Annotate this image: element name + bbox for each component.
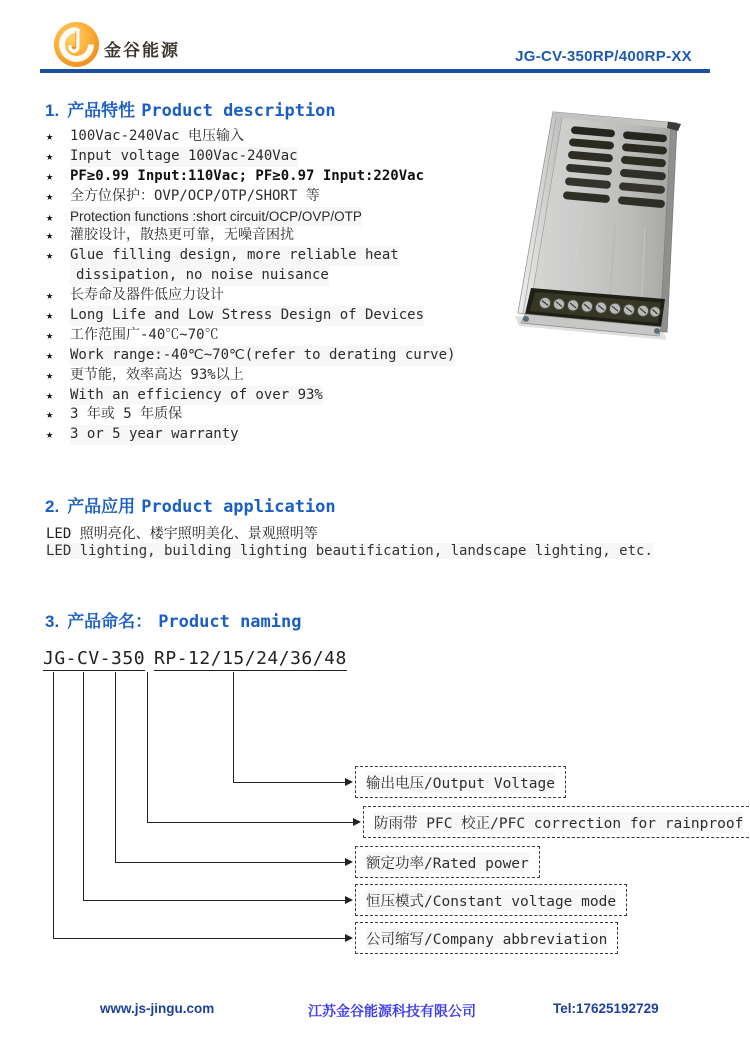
naming-box (355, 846, 540, 878)
feature-text: 灌胶设计，散热更可靠，无噪音困扰 (70, 227, 294, 244)
feature-text: Work range:-40℃~70℃(refer to derating curve) (70, 346, 455, 366)
feature-line (46, 346, 501, 366)
feature-text: Glue filling design, more reliable heat (70, 246, 399, 266)
section-2-title-zh: 产品应用 (67, 497, 136, 516)
naming-box (355, 922, 618, 954)
section-1-title-en: Product description (141, 101, 336, 121)
feature-line (46, 246, 501, 266)
footer-company: 江苏金谷能源科技有限公司 (308, 1003, 476, 1019)
feature-text: Input voltage 100Vac-240Vac (70, 147, 298, 167)
star-bullet-icon: ★ (46, 387, 54, 402)
feature-line (46, 167, 501, 187)
naming-connector-vertical (115, 672, 116, 862)
feature-line (46, 127, 501, 147)
star-bullet-icon: ★ (46, 129, 54, 143)
feature-line (46, 306, 501, 326)
naming-box-label: 额定功率/Rated power (366, 852, 529, 873)
section-1-title-zh: 产品特性 (67, 101, 136, 120)
feature-line (46, 366, 501, 386)
star-bullet-icon: ★ (46, 327, 54, 342)
naming-segment-1: JG-CV-350 (43, 648, 146, 669)
product-photo (485, 100, 720, 350)
section-3-heading (45, 607, 301, 632)
star-bullet-icon: ★ (46, 248, 54, 263)
feature-text: 长寿命及器件低应力设计 (70, 287, 224, 304)
naming-connector-arrow (147, 822, 354, 823)
naming-connector-arrow (53, 938, 346, 939)
star-bullet-icon: ★ (46, 288, 54, 303)
feature-text: Protection functions :short circuit/OCP/OVP/OTP (70, 207, 362, 227)
naming-segment-2: RP-12/15/24/36/48 (154, 648, 347, 669)
naming-box-label: 公司缩写/Company abbreviation (366, 928, 607, 949)
application-text-en: LED lighting, building lighting beautification, landscape lighting, etc. (46, 543, 653, 559)
naming-connector-arrow (83, 900, 346, 901)
naming-box-label: 防雨带 PFC 校正/PFC correction for rainproof (374, 812, 743, 833)
feature-line (46, 425, 501, 445)
star-bullet-icon: ★ (46, 308, 54, 323)
star-bullet-icon: ★ (46, 367, 54, 382)
header-divider (40, 69, 710, 73)
naming-connector-vertical (147, 672, 148, 822)
section-2-title-en: Product application (141, 497, 336, 517)
naming-connector-vertical (233, 672, 234, 782)
feature-text: 更节能，效率高达 93%以上 (70, 366, 244, 383)
naming-box (363, 806, 750, 838)
feature-text: PF≥0.99 Input:110Vac; PF≥0.97 Input:220Vac (70, 167, 425, 184)
feature-line (46, 266, 501, 286)
naming-connector-arrow (233, 782, 346, 783)
section-2-heading (45, 492, 336, 517)
feature-text: With an efficiency of over 93% (70, 386, 323, 406)
feature-line (46, 147, 501, 167)
star-bullet-icon: ★ (46, 407, 54, 422)
star-bullet-icon: ★ (46, 148, 54, 163)
feature-line (46, 286, 501, 306)
feature-line (46, 226, 501, 246)
section-2-number: 2. (45, 497, 60, 516)
feature-line (46, 187, 501, 207)
model-code: JG-CV-350RP/400RP-XX (515, 48, 692, 65)
application-text-zh: LED 照明亮化、楼宇照明美化、景观照明等 (46, 526, 318, 542)
star-bullet-icon: ★ (46, 427, 54, 442)
feature-line (46, 386, 501, 406)
feature-list (46, 127, 501, 445)
star-bullet-icon: ★ (46, 209, 54, 224)
brand-name: 金谷能源 (104, 41, 180, 60)
naming-box (355, 884, 627, 916)
feature-text: 工作范围广-40℃~70℃ (70, 326, 219, 343)
naming-connector-arrow (115, 862, 346, 863)
star-bullet-icon: ★ (46, 228, 54, 243)
company-logo-icon (53, 21, 100, 68)
footer-telephone: Tel:17625192729 (553, 1001, 659, 1016)
feature-line (46, 207, 501, 227)
section-1-number: 1. (45, 101, 60, 120)
feature-line (46, 405, 501, 425)
naming-box-label: 输出电压/Output Voltage (366, 772, 555, 793)
footer-website: www.js-jingu.com (100, 1001, 215, 1016)
naming-box-label: 恒压模式/Constant voltage mode (366, 890, 616, 911)
naming-box (355, 766, 566, 798)
feature-text: 3 or 5 year warranty (70, 425, 239, 445)
section-3-title-en: Product naming (158, 612, 302, 632)
naming-connector-vertical (83, 672, 84, 900)
section-1-heading (45, 96, 336, 121)
naming-model-string (43, 648, 347, 669)
feature-text: 3 年或 5 年质保 (70, 406, 183, 423)
naming-connector-vertical (53, 672, 54, 938)
section-3-title-zh: 产品命名： (67, 612, 153, 631)
feature-text: 100Vac-240Vac 电压输入 (70, 128, 245, 144)
feature-text: 全方位保护：OVP/OCP/OTP/SHORT 等 (70, 187, 320, 204)
star-bullet-icon: ★ (46, 188, 54, 203)
feature-text: Long Life and Low Stress Design of Devices (70, 306, 424, 326)
feature-line (46, 326, 501, 346)
star-bullet-icon: ★ (46, 347, 54, 362)
section-3-number: 3. (45, 612, 60, 631)
feature-text: dissipation, no noise nuisance (70, 266, 329, 286)
star-bullet-icon: ★ (46, 168, 54, 183)
